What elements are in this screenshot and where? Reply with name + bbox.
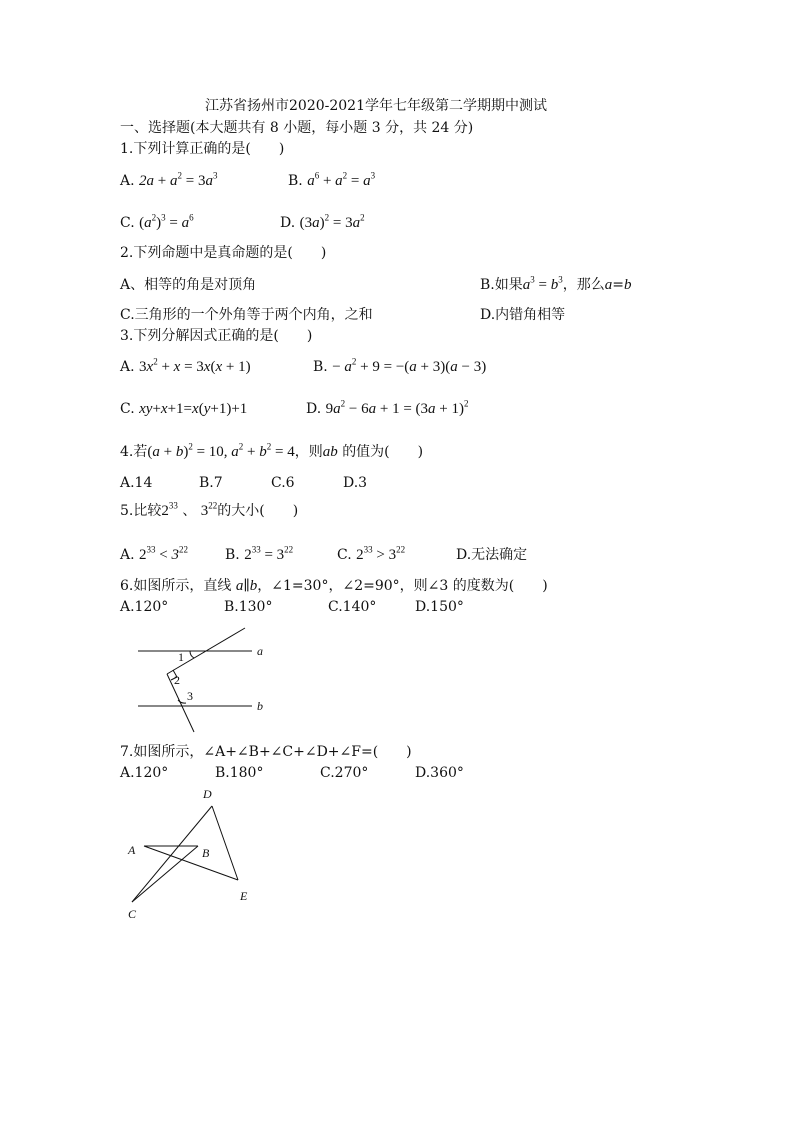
q5-option-c: C. $2^{33} > 3^{22}$ [337, 544, 406, 563]
q4-option-d: D.3 [343, 475, 368, 491]
q1-option-c: C. $(a^2)^3 = a^6$ [120, 212, 194, 231]
transversal-lower [167, 674, 194, 732]
q6-figure [130, 618, 290, 738]
segment-b-c [132, 846, 198, 902]
q7-figure [120, 782, 270, 922]
q6-stem: 6.如图所示，直线 a∥b，∠1=30°，∠2=90°，则∠3 的度数为( ) [120, 578, 548, 594]
q1-stem: 1.下列计算正确的是( ) [120, 141, 285, 157]
q5-option-a: A. $2^{33} < 3^{22}$ [120, 544, 188, 563]
angle-1-arc [190, 651, 194, 658]
label-vertex-c: C [128, 907, 137, 921]
q6-option-a: A.120° [120, 599, 169, 615]
label-b: b [257, 699, 263, 713]
q3-option-c: C. xy+x+1=x(y+1)+1 [120, 401, 248, 417]
q3-option-a: A. $3x^2 + x = 3x(x + 1)$ [120, 356, 251, 375]
q7-option-c: C.270° [320, 765, 369, 781]
q5-option-d: D.无法确定 [456, 547, 528, 563]
q2-stem: 2.下列命题中是真命题的是( ) [120, 245, 327, 261]
q1-option-b: B. $a^6 + a^2 = a^3$ [288, 170, 376, 189]
label-3: 3 [187, 689, 193, 703]
segment-c-d [132, 806, 212, 902]
q3-option-d: D. $9a^2 - 6a + 1 = (3a + 1)^2$ [306, 398, 469, 417]
label-vertex-e: E [240, 889, 248, 903]
q2-option-a: A、相等的角是对顶角 [120, 277, 257, 293]
q2-option-c: C.三角形的一个外角等于两个内角，之和 [120, 307, 373, 323]
q3-stem: 3.下列分解因式正确的是( ) [120, 328, 313, 344]
q4-option-b: B.7 [199, 475, 223, 491]
q7-option-b: B.180° [215, 765, 264, 781]
segment-a-e [144, 846, 238, 880]
q5-stem: 5.比较$2^{33}$ 、 $3^{22}$的大小( ) [120, 500, 299, 519]
q4-option-c: C.6 [271, 475, 295, 491]
q5-option-b: B. $2^{33} = 3^{22}$ [225, 544, 294, 563]
segment-d-e [212, 806, 238, 880]
label-a: a [257, 644, 263, 658]
q1-option-a: A. $2a + a^2 = 3a^3$ [120, 170, 218, 189]
q6-option-d: D.150° [415, 599, 464, 615]
label-vertex-b: B [202, 846, 210, 860]
q7-stem: 7.如图所示，∠A+∠B+∠C+∠D+∠F=( ) [120, 744, 412, 760]
q1-option-d: D. $(3a)^2 = 3a^2$ [280, 212, 365, 231]
section-heading: 一、选择题(本大题共有 8 小题，每小题 3 分，共 24 分) [120, 120, 474, 136]
q7-option-a: A.120° [120, 765, 169, 781]
label-2: 2 [174, 673, 180, 687]
q2-option-b: B.如果$a^3 = b^3$，那么a=b [480, 274, 632, 293]
page-title: 江苏省扬州市2020-2021学年七年级第二学期期中测试 [205, 98, 547, 114]
q2-option-d: D.内错角相等 [480, 307, 566, 323]
q6-option-c: C.140° [328, 599, 377, 615]
q4-stem: 4.若$(a + b)^2 = 10$, $a^2 + b^2 = 4$，则ab 的值为( ) [120, 441, 424, 460]
label-vertex-a: A [128, 843, 136, 857]
q3-option-b: B. − $a^2 + 9 = -(a + 3)(a - 3)$ [313, 356, 487, 375]
label-vertex-d: D [203, 787, 212, 801]
label-1: 1 [178, 650, 184, 664]
q7-option-d: D.360° [415, 765, 464, 781]
q6-option-b: B.130° [224, 599, 273, 615]
q4-option-a: A.14 [120, 475, 153, 491]
